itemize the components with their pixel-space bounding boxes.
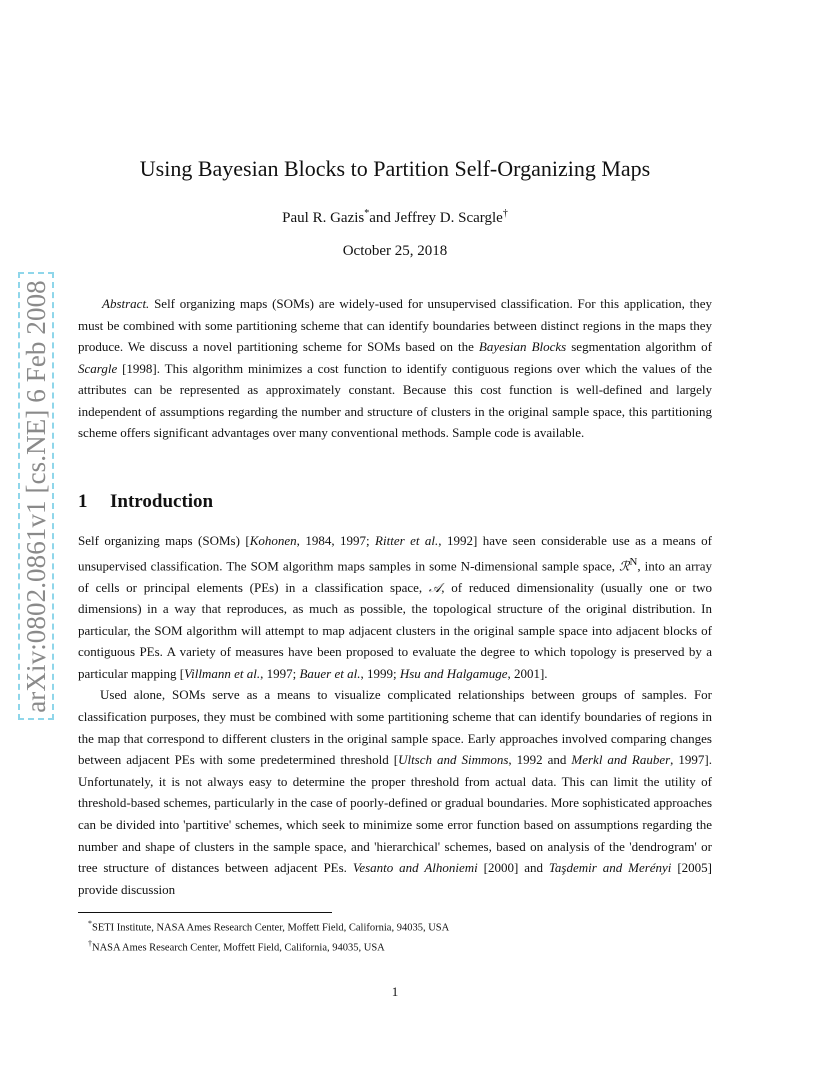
introduction-body: [78, 530, 712, 900]
math-r: ℛ: [619, 557, 630, 573]
abstract-ref-scargle: Scargle: [78, 360, 118, 376]
author-gazis-footnote-mark: *: [364, 208, 370, 219]
ref-merkl: Merkl and Rauber: [571, 752, 671, 768]
section-heading-introduction: [78, 491, 712, 513]
ref-ultsch: Ultsch and Simmons: [398, 752, 509, 768]
paragraph-2: [78, 684, 712, 900]
para2-text-3: , 1997]. Unfortunately, it is not always easy to determine the proper threshold from actual data. This can limit the utility of threshold-based schemes, particularly in the case of poorly-defined or gradual boundaries. More sophisticated approaches can be divided into 'partitive' schemes, which seek to minimize some error function based on assumptions regarding the number and shape of clusters in the sample space, and 'hierarchical' schemes, based on analysis of the 'dendrogram' or tree structure of distances between adjacent PEs.: [78, 752, 712, 876]
para2-text-1: Used alone, SOMs serve as a means to visualize complicated relationships between groups of samples. For classification purposes, they must be combined with some partitioning scheme that can identify boundaries of regions in the map that correspond to different clusters in the original sample space. Early approaches involved comparing changes between adjacent PEs with some predetermined threshold [: [78, 687, 712, 768]
footnote-1-text: SETI Institute, NASA Ames Research Center, Moffett Field, California, 94035, USA: [92, 922, 450, 934]
footnote-2-mark: †: [88, 938, 92, 948]
math-r-superscript: N: [629, 555, 638, 568]
ref-ritter: Ritter et al.: [375, 533, 439, 548]
arxiv-identifier-text: arXiv:0802.0861v1 [cs.NE] 6 Feb 2008: [20, 279, 51, 713]
ref-tasdemir: Taşdemir and Merényi: [548, 860, 672, 876]
author-gazis: Paul R. Gazis: [282, 210, 365, 226]
ref-vesanto: Vesanto and Alhoniemi: [352, 860, 478, 876]
paragraph-1: [78, 530, 712, 684]
abstract-label: Abstract.: [102, 296, 150, 311]
para1-text-4: , into an array of cells or principal elements (PEs) in a classification space,: [78, 557, 712, 595]
abstract-text-1: Self organizing maps (SOMs) are widely-used for unsupervised classification. For this application, they must be combined with some partitioning scheme that can identify boundaries between distinct regions in the maps they produce. We discuss a novel partitioning scheme for SOMs based on the: [78, 296, 712, 354]
ref-bauer: Bauer et al.: [299, 665, 361, 681]
section-number: 1: [78, 491, 88, 512]
math-a: 𝒜: [428, 579, 442, 595]
para1-text-1: Self organizing maps (SOMs) [: [78, 533, 250, 548]
footnote-2: [78, 936, 712, 956]
section-title: Introduction: [110, 491, 214, 512]
para2-text-4: [2000] and: [477, 860, 549, 876]
para1-text-8: , 2001].: [507, 665, 548, 681]
author-scargle: Jeffrey D. Scargle: [394, 210, 503, 226]
footnote-1-mark: *: [88, 919, 92, 928]
para1-text-2: , 1984, 1997;: [296, 533, 376, 548]
abstract-text-2: segmentation algorithm of: [566, 339, 712, 354]
para2-text-2: , 1992 and: [508, 752, 572, 768]
footnotes: [78, 916, 712, 955]
para1-text-3: , 1992] have seen considerable use as a means of unsupervised classification. The SOM algorithm maps samples in some N-dimensional sample space,: [78, 533, 712, 573]
paper-date: October 25, 2018: [342, 243, 448, 259]
author-conjunction: and: [369, 210, 391, 226]
footnote-divider: [78, 912, 332, 913]
para1-text-7: , 1999;: [360, 665, 400, 681]
para1-text-5: , of reduced dimensionality (usually one or two dimensions) in a way that reproduces, as much as possible, the topological structure of the original distribution. In particular, the SOM algorithm will attempt to map adjacent clusters in the original sample space into adjacent blocks of contiguous PEs. A variety of measures have been proposed to evaluate the degree to which topology is preserved by a particular mapping [: [78, 579, 712, 681]
page-number: 1: [391, 984, 399, 999]
para2-text-5: [2005] provide discussion: [78, 860, 712, 897]
author-scargle-footnote-mark: †: [502, 208, 508, 219]
abstract-bayesian-blocks: Bayesian Blocks: [478, 339, 567, 354]
abstract-text-3: [1998]. This algorithm minimizes a cost function to identify contiguous regions over which the values of the attributes can be represented as approximately constant. Because this cost function is well-defined and largely independent of assumptions regarding the number and structure of clusters in the original sample space, this partitioning scheme offers significant advantages over many conventional methods. Sample code is available.: [78, 360, 712, 440]
ref-villmann: Villmann et al.: [184, 665, 261, 681]
paper-title: Using Bayesian Blocks to Partition Self-Organizing Maps: [139, 156, 651, 181]
footnote-2-text: NASA Ames Research Center, Moffett Field, California, 94035, USA: [92, 942, 385, 953]
abstract: [78, 293, 712, 444]
ref-kohonen: Kohonen: [249, 533, 297, 548]
ref-hsu: Hsu and Halgamuge: [399, 665, 508, 681]
author-line: [78, 208, 712, 227]
para1-text-6: , 1997;: [260, 665, 300, 681]
arxiv-identifier-stamp: [18, 272, 54, 720]
footnote-1: [78, 916, 712, 936]
